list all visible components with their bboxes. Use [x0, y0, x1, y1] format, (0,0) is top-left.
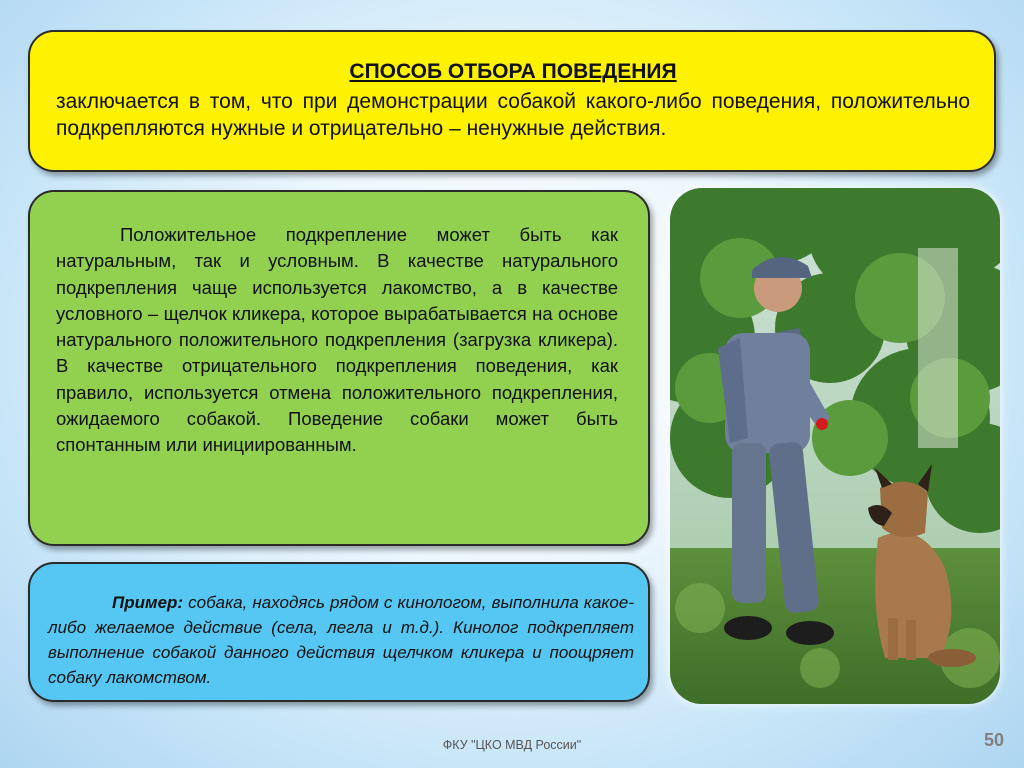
- slide-title: СПОСОБ ОТБОРА ПОВЕДЕНИЯ: [349, 60, 677, 83]
- reinforcement-box: [28, 190, 650, 546]
- example-paragraph: [48, 590, 634, 690]
- definition-text: заключается в том, что при демонстрации собакой какого-либо поведения, положительно подкрепляются нужные и отрицательно – ненужные действия.: [56, 90, 970, 140]
- example-label: Пример:: [112, 593, 184, 612]
- photo-illustration: [670, 188, 1000, 704]
- definition-box: [28, 30, 996, 172]
- example-box: [28, 562, 650, 702]
- reinforcement-text: Положительное подкрепление может быть как натуральным, так и условным. В качестве натурального подкрепления чаще используется лакомство, а в качестве условного – щелчок кликера, которое вырабатывается на основе натурального положительного подкрепления (загрузка кликера). В качестве отрицательного подкрепления поведения, как правило, используется отмена положительного подкрепления, ожидаемого собакой. Поведение собаки может быть спонтанным или инициированным.: [56, 224, 618, 456]
- footer-organization: ФКУ "ЦКО МВД России": [442, 738, 582, 752]
- page-number: 50: [984, 730, 1005, 750]
- dog-handler-photo: [670, 188, 1000, 704]
- example-text: собака, находясь рядом с кинологом, выполнила какое-либо желаемое действие (села, легла и т.д.). Кинолог подкрепляет выполнение собакой данного действия щелчком кликера и поощряет собаку лакомством.: [48, 593, 634, 687]
